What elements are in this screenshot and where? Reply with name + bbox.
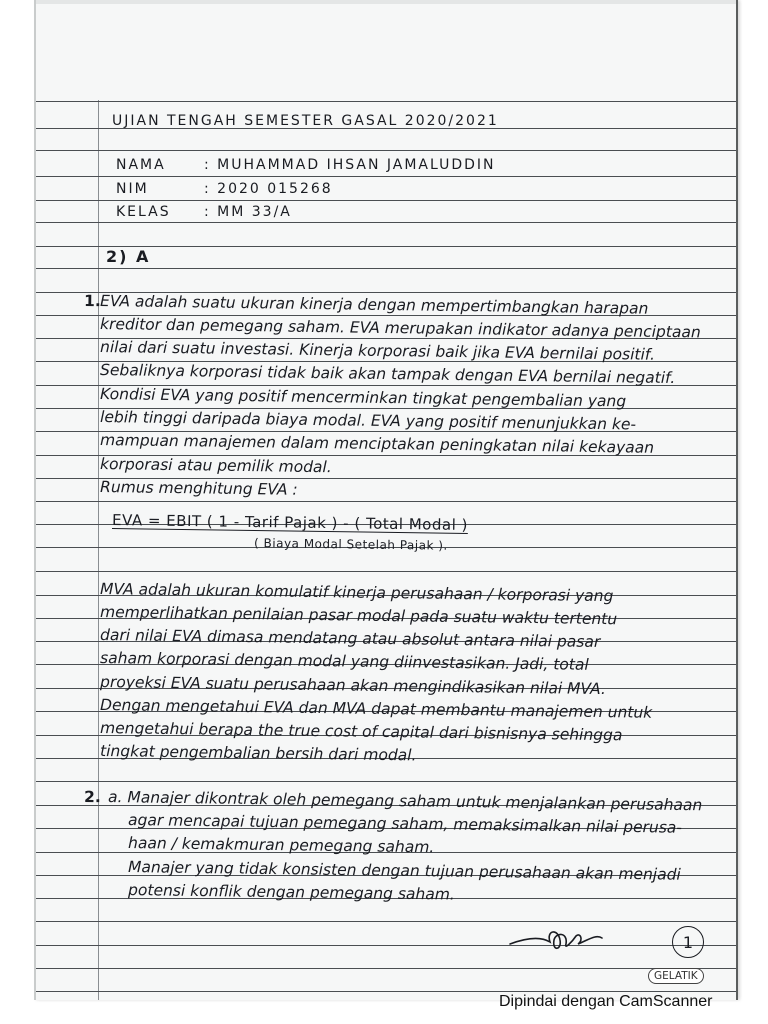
answer1-line: EVA adalah suatu ukuran kinerja dengan mempertimbangkan harapan [99,292,649,318]
ruled-line [36,945,736,946]
question-number-2: 2. [83,788,101,807]
eva-formula-denominator: ( Biaya Modal Setelah Pajak ). [253,536,448,553]
scanner-watermark: Dipindai dengan CamScanner [499,993,713,1010]
mva-line: proyeksi EVA suatu perusahaan akan mengindikasikan nilai MVA. [99,673,606,699]
mva-line: dari nilai EVA dimasa mendatang atau absolut antara nilai pasar [99,626,601,651]
answer1-line: korporasi atau pemilik modal. [99,455,332,477]
mva-line: saham korporasi dengan modal yang diinvestasikan. Jadi, total [99,649,589,674]
mva-line: mengetahui berapa the true cost of capital dari bisnisnya sehingga [99,719,623,745]
eva-formula: EVA = EBIT ( 1 - Tarif Pajak ) - ( Total Modal ) [111,511,469,534]
answer2-line: haan / kemakmuran pemegang saham. [127,834,435,857]
ruled-line [36,571,736,572]
margin-line [98,100,99,1000]
answer1-line: mampuan manajemen dalam menciptakan peningkatan nilai kekayaan [99,431,655,457]
ruled-line [36,268,736,269]
ruled-line [36,222,736,223]
answer1-line: Rumus menghitung EVA : [99,478,298,499]
mva-line: memperlihatkan penilaian pasar modal pada suatu waktu tertentu [99,603,618,629]
paper-brand-logo: GELATIK [648,968,704,984]
signature-mark [506,920,616,960]
ruled-line [36,176,736,177]
name-value: : MUHAMMAD IHSAN JAMALUDDIN [204,157,496,173]
ruled-line [36,150,736,151]
answer2-line: Manajer yang tidak konsisten dengan tujuan perusahaan akan menjadi [127,858,681,884]
answer2-line: agar mencapai tujuan pemegang saham, memaksimalkan nilai perusa- [127,811,683,837]
mva-line: MVA adalah ukuran komulatif kinerja perusahaan / korporasi yang [99,580,614,606]
exam-title: UJIAN TENGAH SEMESTER GASAL 2020/2021 [112,113,499,129]
answer1-line: Kondisi EVA yang positif mencerminkan tingkat pengembalian yang [99,385,627,411]
answer1-line: lebih tinggi daripada biaya modal. EVA yang positif menunjukkan ke- [99,408,637,434]
answer1-line: Sebaliknya korporasi tidak baik akan tampak dengan EVA bernilai negatif. [99,361,676,388]
ruled-line [36,101,736,102]
question-number-1: 1. [83,292,101,311]
class-label: KELAS [116,204,171,220]
answer1-line: kreditor dan pemegang saham. EVA merupakan indikator adanya penciptaan [99,315,701,342]
ruled-line [36,921,736,922]
page-number: 1 [672,926,704,958]
name-label: NAMA [116,157,166,173]
section-marker: 2) A [106,247,151,266]
answer1-line: nilai dari suatu investasi. Kinerja korporasi baik jika EVA bernilai positif. [99,338,656,364]
paper-top-edge [36,0,736,4]
answer2-line: potensi konflik dengan pemegang saham. [127,881,455,904]
class-value: : MM 33/A [204,204,292,220]
notebook-page [34,0,738,1000]
nim-value: : 2020 015268 [204,181,333,197]
ruled-line [36,501,736,502]
mva-line: tingkat pengembalian bersih dari modal. [99,742,417,765]
ruled-line [36,968,736,969]
ruled-line [36,991,736,992]
nim-label: NIM [116,181,149,197]
answer2-line: a. Manajer dikontrak oleh pemegang saham untuk menjalankan perusahaan [107,788,703,815]
ruled-line [36,200,736,201]
mva-line: Dengan mengetahui EVA dan MVA dapat membantu manajemen untuk [99,696,653,722]
ruled-line [36,781,736,782]
